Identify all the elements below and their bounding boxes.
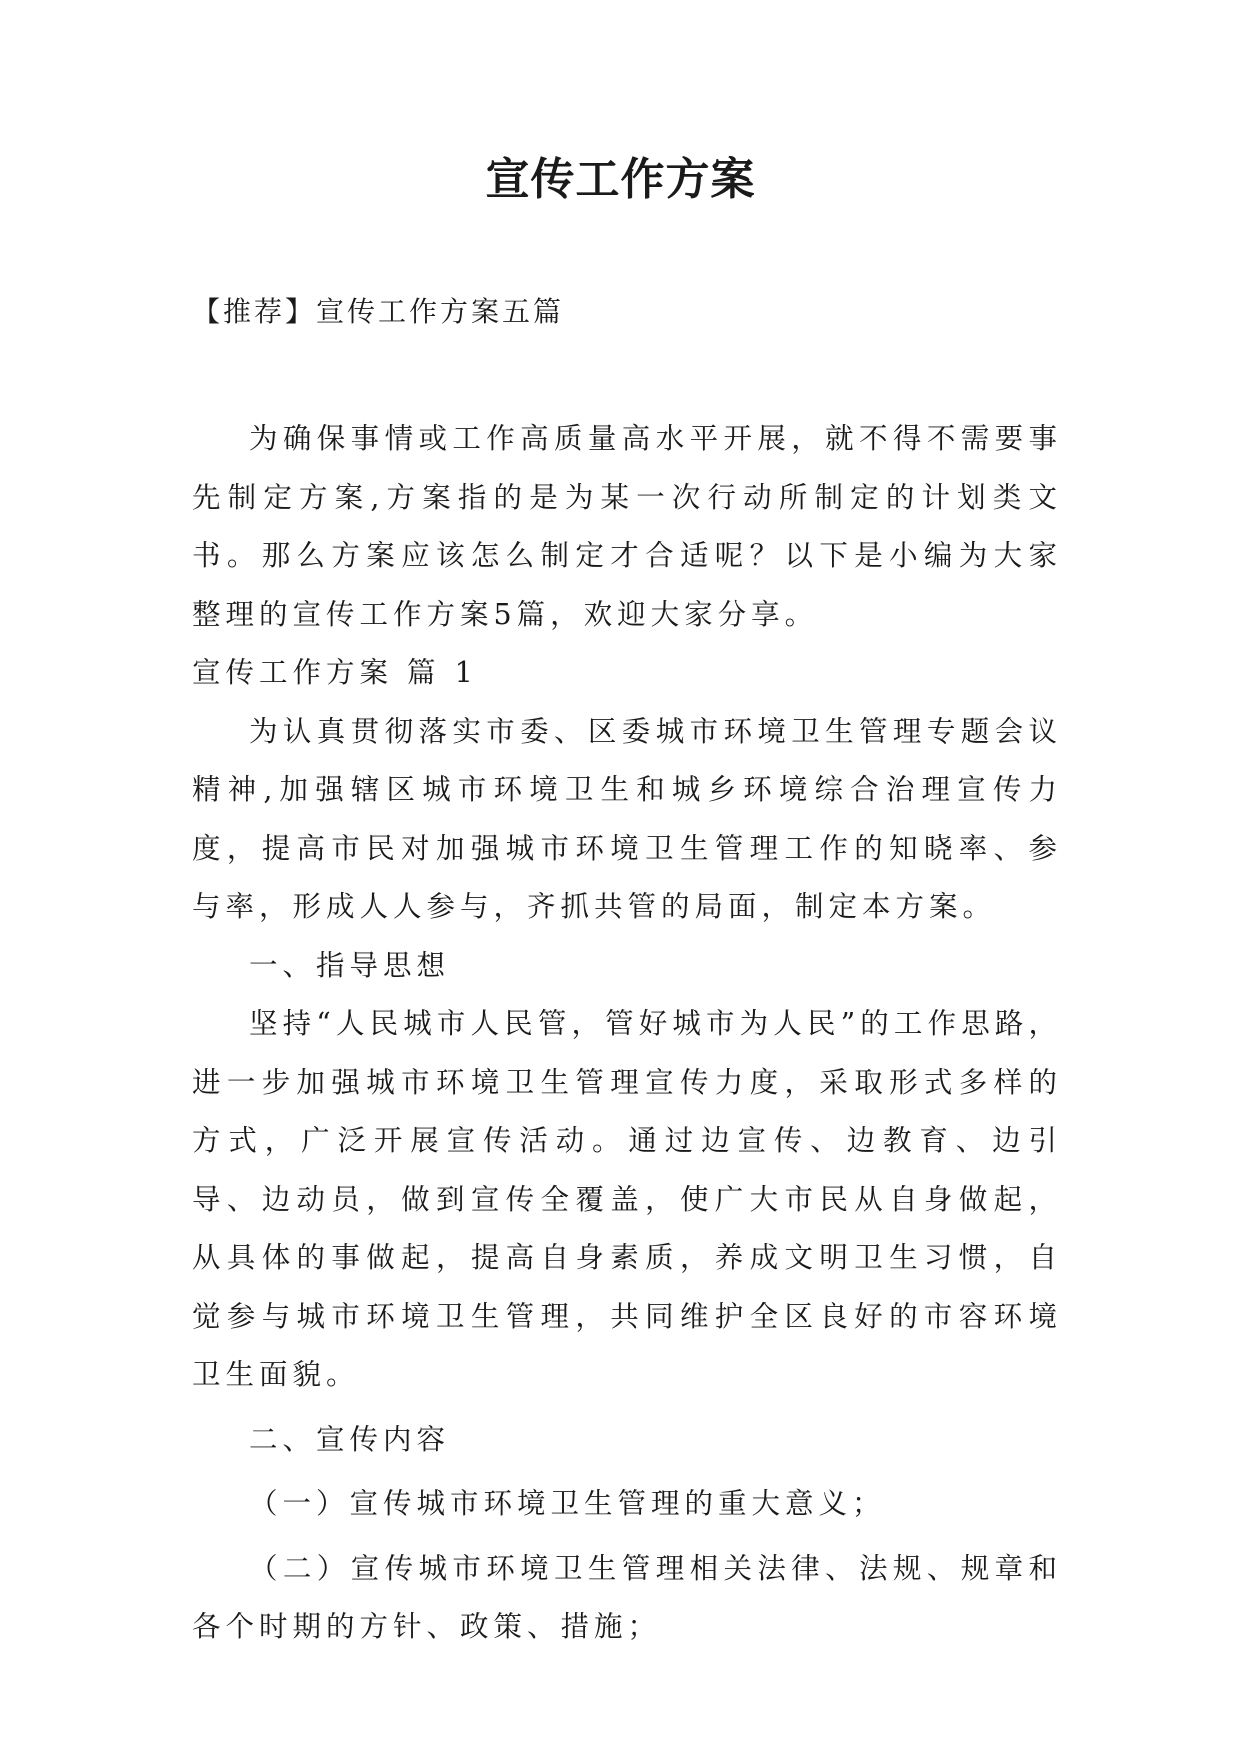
document-body — [192, 410, 1062, 1657]
document-title: 宣传工作方案 — [485, 154, 756, 205]
list-item-2: （二）宣传城市环境卫生管理相关法律、法规、规章和各个时期的方针、政策、措施； — [192, 1551, 1062, 1643]
list-item-1: （一）宣传城市环境卫生管理的重大意义； — [249, 1487, 886, 1520]
paragraph-2: 坚持“人民城市人民管，管好城市为人民”的工作思路，进一步加强城市环境卫生管理宣传力度，采取形式多样的方式，广泛开展宣传活动。通过边宣传、边教育、边引导、边动员，做到宣传全覆盖，使广大市民从自身做起，从具体的事做起，提高自身素质，养成文明卫生习惯，自觉参与城市环境卫生管理，共同维护全区良好的市容环境卫生面貌。 — [192, 1007, 1062, 1391]
heading-publicity-content: 二、宣传内容 — [249, 1422, 451, 1456]
section-title: 宣传工作方案 篇 1 — [192, 656, 478, 689]
document-subtitle: 【推荐】宣传工作方案五篇 — [192, 295, 565, 328]
paragraph-1: 为认真贯彻落实市委、区委城市环境卫生管理专题会议精神,加强辖区城市环境卫生和城乡环境综合治理宣传力度，提高市民对加强城市环境卫生管理工作的知晓率、参与率，形成人人参与，齐抓共管的局面，制定本方案。 — [192, 714, 1062, 923]
heading-guiding-ideology: 一、指导思想 — [249, 948, 451, 982]
intro-paragraph: 为确保事情或工作高质量高水平开展，就不得不需要事先制定方案,方案指的是为某一次行动所制定的计划类文书。那么方案应该怎么制定才合适呢？以下是小编为大家整理的宣传工作方案5篇，欢迎大家分享。 — [192, 422, 1062, 631]
